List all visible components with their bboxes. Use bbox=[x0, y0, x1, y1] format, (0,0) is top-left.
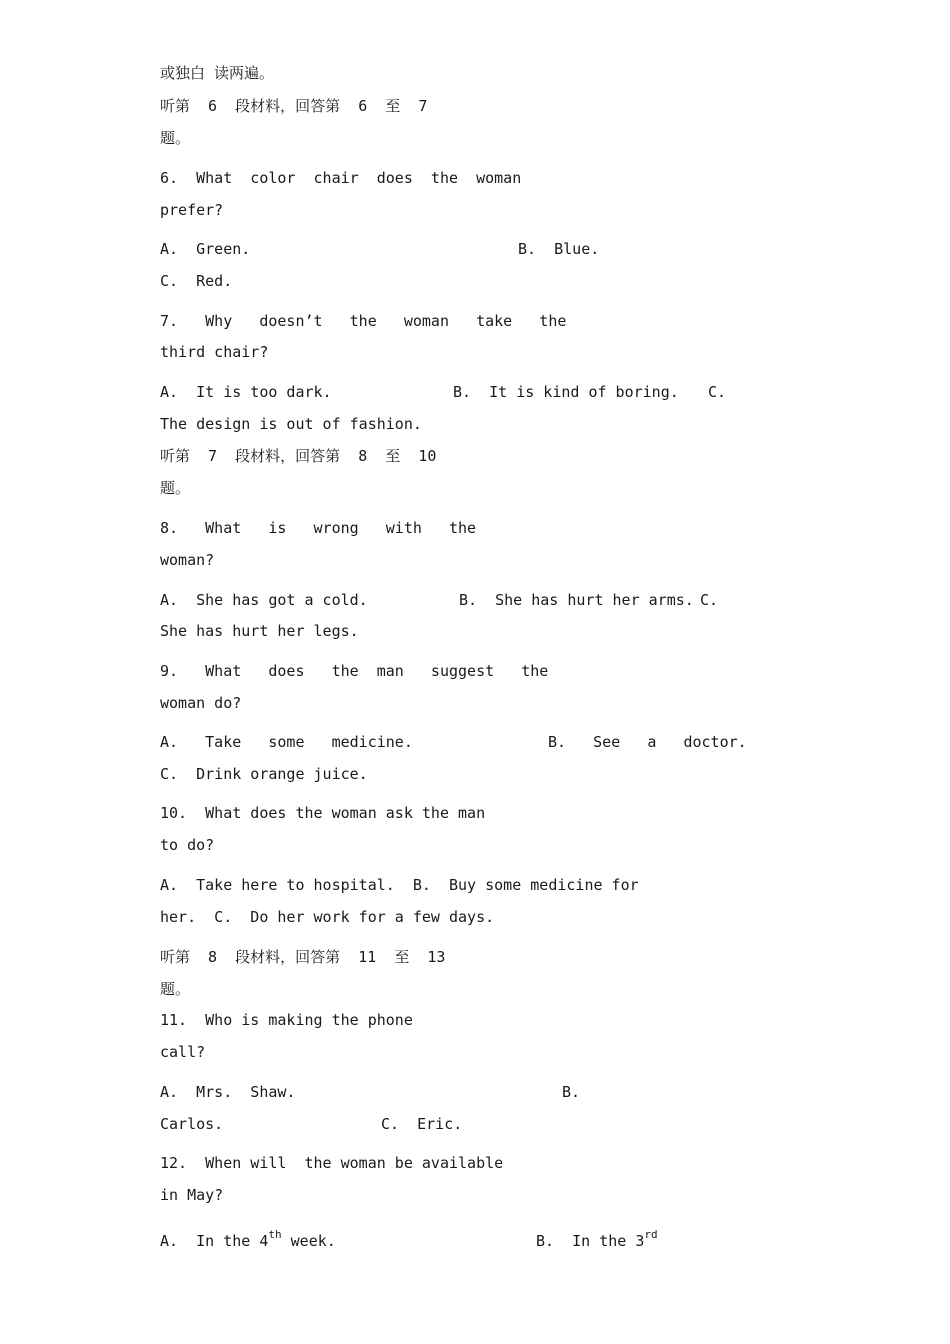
question-12-cont: in May? bbox=[160, 1186, 224, 1204]
question-6: 6. What color chair does the woman bbox=[160, 169, 522, 187]
question-10: 10. What does the woman ask the man bbox=[160, 804, 486, 822]
q8-option-c-text: She has hurt her legs. bbox=[160, 622, 359, 640]
q8-option-a: A. She has got a cold. bbox=[160, 591, 368, 609]
question-11: 11. Who is making the phone bbox=[160, 1011, 413, 1029]
q6-option-c: C. Red. bbox=[160, 272, 233, 290]
q11-option-a: A. Mrs. Shaw. bbox=[160, 1083, 296, 1101]
question-9: 9. What does the man suggest the bbox=[160, 662, 549, 680]
q12-option-b-text: B. In the 3 bbox=[536, 1232, 645, 1250]
q7-option-c-text: The design is out of fashion. bbox=[160, 415, 422, 433]
section-8-heading: 听第 8 段材料，回答第 11 至 13 bbox=[160, 948, 446, 966]
section-6-heading: 听第 6 段材料，回答第 6 至 7 bbox=[160, 97, 428, 115]
question-10-cont: to do? bbox=[160, 836, 215, 854]
question-7-cont: third chair? bbox=[160, 343, 269, 361]
question-11-cont: call? bbox=[160, 1043, 206, 1061]
q6-option-b: B. Blue. bbox=[518, 240, 600, 258]
q7-option-b: B. It is kind of boring. bbox=[453, 383, 679, 401]
question-8-cont: woman? bbox=[160, 551, 215, 569]
question-7: 7. Why doesn’t the woman take the bbox=[160, 312, 567, 330]
q12-option-a-text: A. In the 4 bbox=[160, 1232, 269, 1250]
q9-option-a: A. Take some medicine. bbox=[160, 733, 413, 751]
section-8-heading-cont: 题。 bbox=[160, 980, 191, 998]
q7-option-a: A. It is too dark. bbox=[160, 383, 332, 401]
q12-option-a-sup: th bbox=[268, 1228, 282, 1241]
section-6-heading-cont: 题。 bbox=[160, 129, 191, 147]
q7-option-c-label: C. bbox=[708, 383, 727, 401]
q11-option-b-text: Carlos. bbox=[160, 1115, 224, 1133]
q10-options-line1: A. Take here to hospital. B. Buy some medicine for bbox=[160, 876, 639, 894]
intro-line: 或独白 读两遍。 bbox=[160, 64, 275, 82]
q8-option-b: B. She has hurt her arms. bbox=[459, 591, 694, 609]
section-7-heading-cont: 题。 bbox=[160, 479, 191, 497]
q9-option-b: B. See a doctor. bbox=[548, 733, 747, 751]
q11-option-b-label: B. bbox=[562, 1083, 581, 1101]
q10-options-line2: her. C. Do her work for a few days. bbox=[160, 908, 495, 926]
section-7-heading: 听第 7 段材料，回答第 8 至 10 bbox=[160, 447, 437, 465]
q8-option-c-label: C. bbox=[700, 591, 719, 609]
q12-option-a-text-end: week. bbox=[281, 1232, 336, 1250]
question-12: 12. When will the woman be available bbox=[160, 1154, 504, 1172]
question-9-cont: woman do? bbox=[160, 694, 242, 712]
question-8: 8. What is wrong with the bbox=[160, 519, 477, 537]
q12-option-b-sup: rd bbox=[644, 1228, 658, 1241]
q9-option-c: C. Drink orange juice. bbox=[160, 765, 368, 783]
q12-option-a bbox=[160, 1228, 336, 1251]
question-6-cont: prefer? bbox=[160, 201, 224, 219]
q6-option-a: A. Green. bbox=[160, 240, 251, 258]
q11-option-c: C. Eric. bbox=[381, 1115, 463, 1133]
q12-option-b bbox=[536, 1228, 658, 1251]
